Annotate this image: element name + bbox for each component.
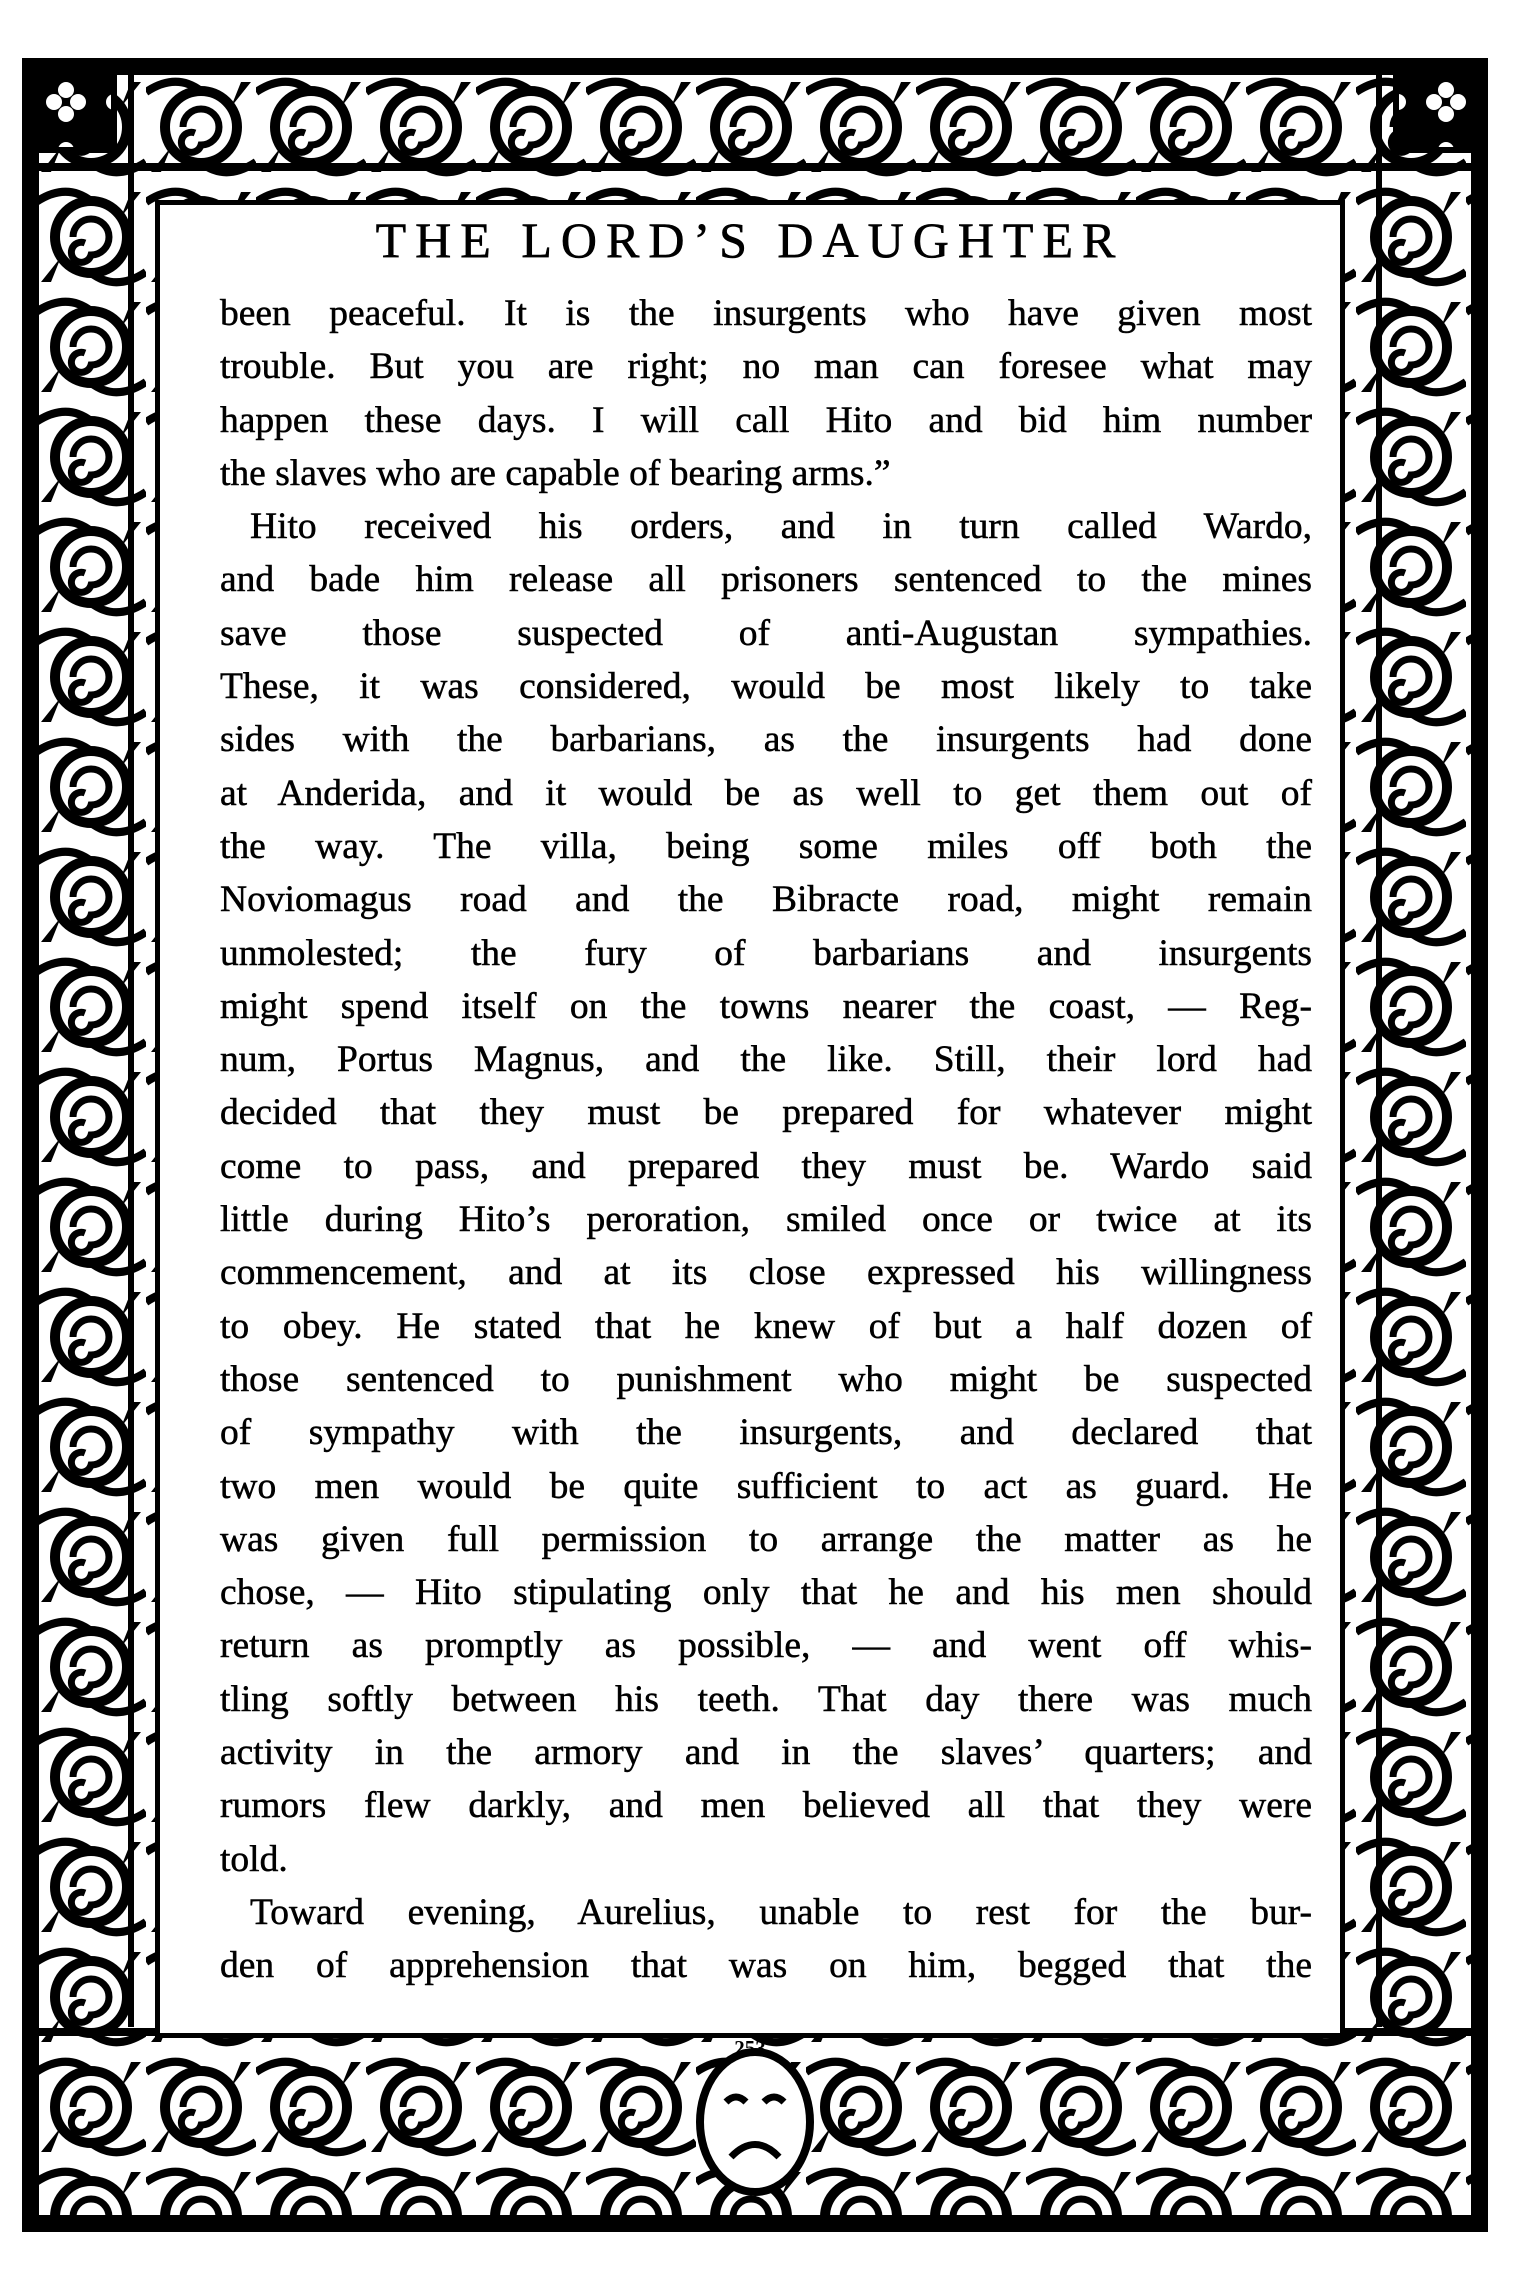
text-line: sides with the barbarians, as the insurgents had done	[220, 719, 1312, 761]
text-line: the slaves who are capable of bearing arms.”	[220, 452, 891, 494]
text-line: of sympathy with the insurgents, and declared that	[220, 1412, 1312, 1454]
text-line: rumors flew darkly, and men believed all that they were	[220, 1785, 1312, 1827]
text-line: Hito received his orders, and in turn called Wardo,	[250, 506, 1312, 548]
text-line: Toward evening, Aurelius, unable to rest for the bur-	[250, 1891, 1312, 1933]
text-line: those sentenced to punishment who might be suspected	[220, 1358, 1312, 1400]
text-line: happen these days. I will call Hito and bid him number	[220, 399, 1312, 441]
text-line: was given full permission to arrange the matter as he	[220, 1518, 1312, 1560]
text-line: num, Portus Magnus, and the like. Still, their lord had	[220, 1039, 1312, 1081]
text-line: been peaceful. It is the insurgents who have given most	[220, 293, 1312, 334]
text-line: trouble. But you are right; no man can foresee what may	[220, 346, 1312, 388]
text-line: save those suspected of anti-Augustan sympathies.	[220, 612, 1312, 654]
text-line: Noviomagus road and the Bibracte road, might remain	[220, 879, 1312, 921]
text-line: activity in the armory and in the slaves’ quarters; and	[220, 1732, 1312, 1774]
text-line: little during Hito’s peroration, smiled once or twice at its	[220, 1199, 1312, 1241]
text-line: to obey. He stated that he knew of but a half dozen of	[220, 1305, 1312, 1347]
text-line: and bade him release all prisoners sentenced to the mines	[220, 559, 1312, 601]
page-number: 253	[734, 2036, 766, 2060]
body-text	[220, 287, 1312, 1993]
text-line: two men would be quite sufficient to act as guard. He	[220, 1465, 1312, 1507]
text-line: chose, — Hito stipulating only that he and his men should	[220, 1572, 1312, 1614]
text-line: might spend itself on the towns nearer the coast, — Reg-	[220, 985, 1312, 1027]
text-line: These, it was considered, would be most likely to take	[220, 666, 1312, 708]
text-line: tling softly between his teeth. That day there was much	[220, 1678, 1312, 1720]
text-line: come to pass, and prepared they must be. Wardo said	[220, 1145, 1312, 1187]
text-line: unmolested; the fury of barbarians and insurgents	[220, 932, 1312, 974]
text-line: told.	[220, 1838, 288, 1880]
running-header-title: THE LORD’S DAUGHTER	[375, 212, 1125, 268]
text-line: at Anderida, and it would be as well to get them out of	[220, 772, 1312, 814]
mask-ornament-icon	[700, 2052, 810, 2192]
text-line: den of apprehension that was on him, begged that the	[220, 1945, 1312, 1987]
text-line: commencement, and at its close expressed his willingness	[220, 1252, 1312, 1294]
text-line: return as promptly as possible, — and went off whis-	[220, 1625, 1312, 1667]
text-line: decided that they must be prepared for whatever might	[220, 1092, 1312, 1134]
text-panel	[155, 200, 1345, 2038]
text-line: the way. The villa, being some miles off both the	[220, 825, 1312, 867]
